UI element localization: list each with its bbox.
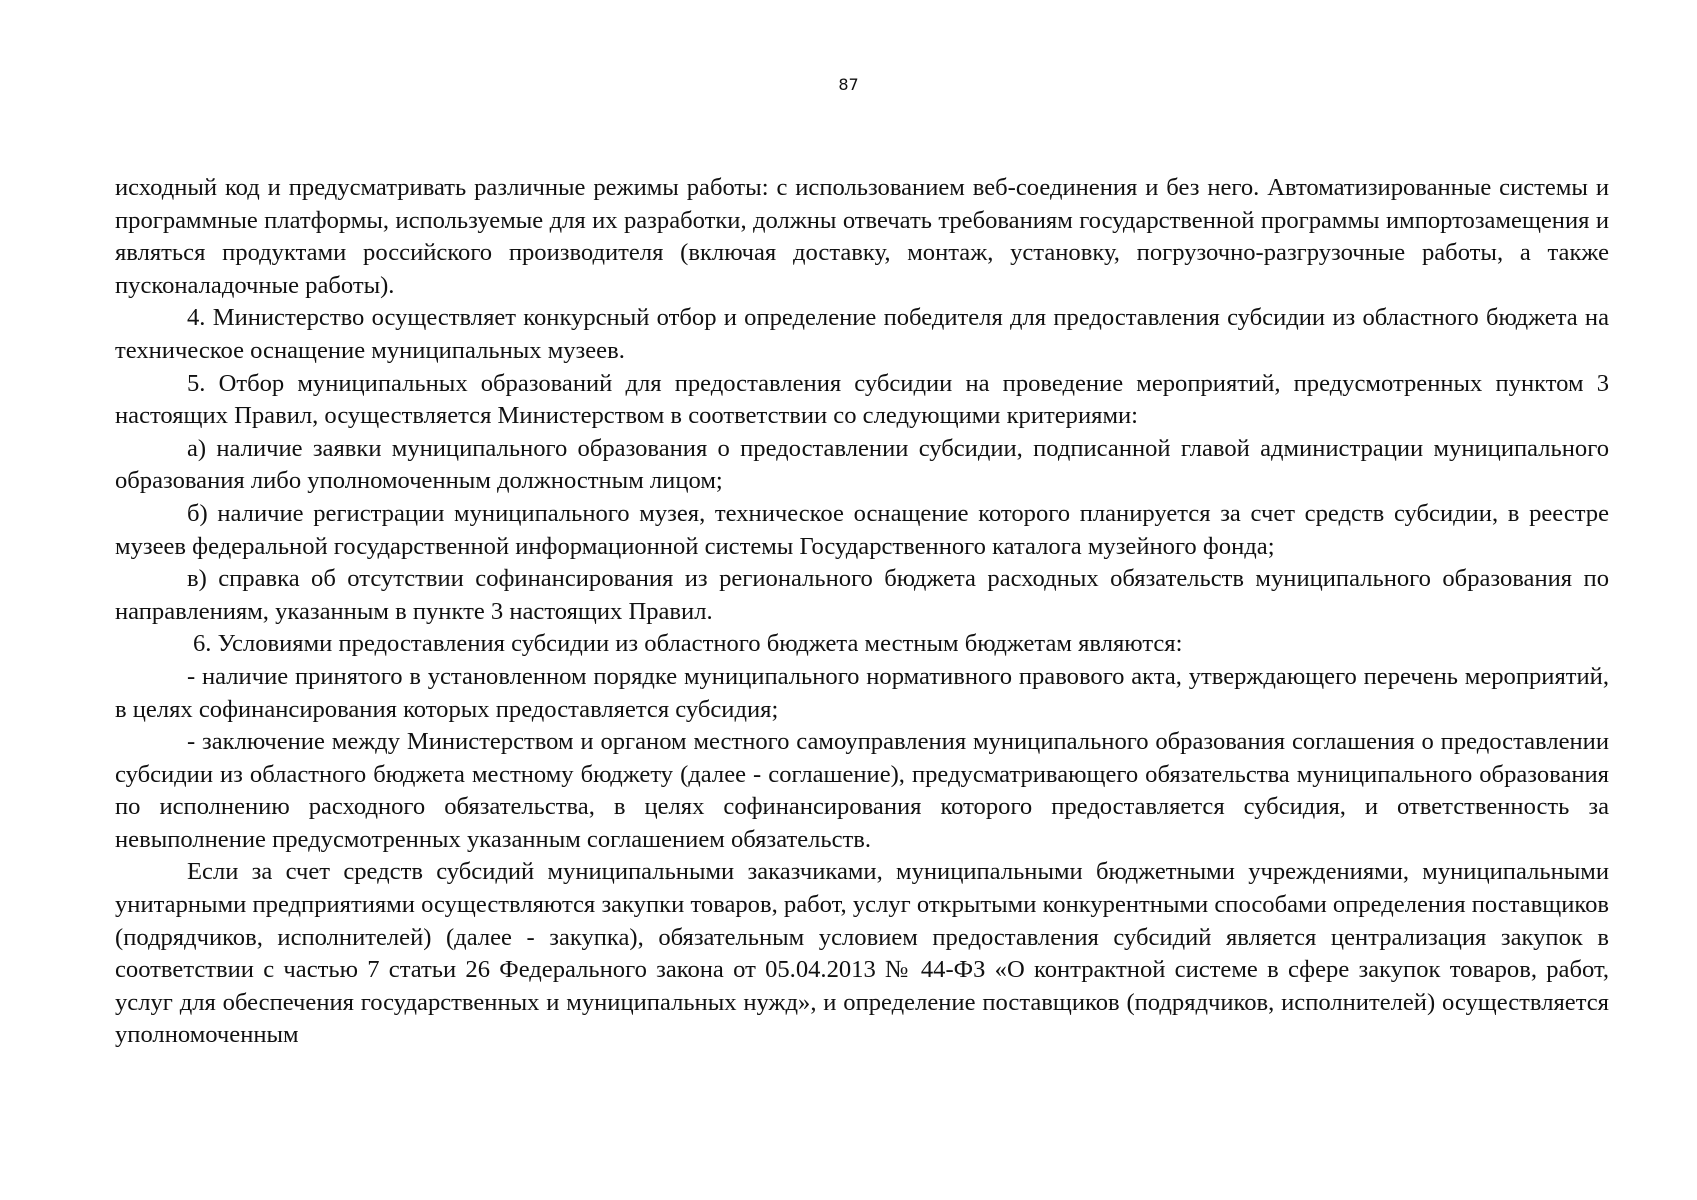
paragraph-criterion-v: в) справка об отсутствии софинансирования из регионального бюджета расходных обязательств муниципального образования по направлениям, указанным в пункте 3 настоящих Правил. bbox=[115, 565, 1609, 625]
paragraph-procurement: Если за счет средств субсидий муниципальными заказчиками, муниципальными бюджетными учреждениями, муниципальными унитарными предприятиями осуществляются закупки товаров, работ, услуг открытыми конкурентными способами определения поставщиков (подрядчиков, исполнителей) (далее - закупка), обязательным условием предоставления субсидий является централизация закупок в соответствии с частью 7 статьи 26 Федерального закона от 05.04.2013 № 44-ФЗ «О контрактной системе в сфере закупок товаров, работ, услуг для обеспечения государственных и муниципальных нужд», и определение поставщиков (подрядчиков, исполнителей) осуществляется уполномоченным bbox=[115, 858, 1609, 1049]
paragraph-continuation: исходный код и предусматривать различные режимы работы: с использованием веб-соединения и без него. Автоматизированные системы и программные платформы, используемые для их разработки, должны отвечать требованиям государственной программы импортозамещения и являться продуктами российского производителя (включая доставку, монтаж, установку, погрузочно-разгрузочные работы, а также пусконаладочные работы). bbox=[115, 174, 1609, 299]
page-number: 87 bbox=[838, 75, 859, 94]
paragraph-criterion-b: б) наличие регистрации муниципального музея, техническое оснащение которого планируется за счет средств субсидии, в реестре музеев федеральной государственной информационной системы Государственного каталога музейного фонда; bbox=[115, 499, 1609, 560]
paragraph-item-6: 6. Условиями предоставления субсидии из областного бюджета местным бюджетам являются: bbox=[193, 630, 1183, 658]
paragraph-condition-1: - наличие принятого в установленном порядке муниципального нормативного правового акта, утверждающего перечень мероприятий, в целях софинансирования которых предоставляется субсидия; bbox=[115, 662, 1609, 723]
document-body bbox=[115, 172, 1609, 1052]
paragraph-item-4: 4. Министерство осуществляет конкурсный отбор и определение победителя для предоставления субсидии из областного бюджета на техническое оснащение муниципальных музеев. bbox=[115, 304, 1609, 364]
paragraph-condition-2: - заключение между Министерством и органом местного самоуправления муниципального образования соглашения о предоставлении субсидии из областного бюджета местному бюджету (далее - соглашение), предусматривающего обязательства муниципального образования по исполнению расходного обязательства, в целях софинансирования которого предоставляется субсидия, и ответственность за невыполнение предусмотренных указанным соглашением обязательств. bbox=[115, 728, 1609, 853]
paragraph-criterion-a: а) наличие заявки муниципального образования о предоставлении субсидии, подписанной главой администрации муниципального образования либо уполномоченным должностным лицом; bbox=[115, 434, 1609, 495]
paragraph-item-5: 5. Отбор муниципальных образований для предоставления субсидии на проведение мероприятий, предусмотренных пунктом 3 настоящих Правил, осуществляется Министерством в соответствии со следующими критериями: bbox=[115, 369, 1609, 430]
